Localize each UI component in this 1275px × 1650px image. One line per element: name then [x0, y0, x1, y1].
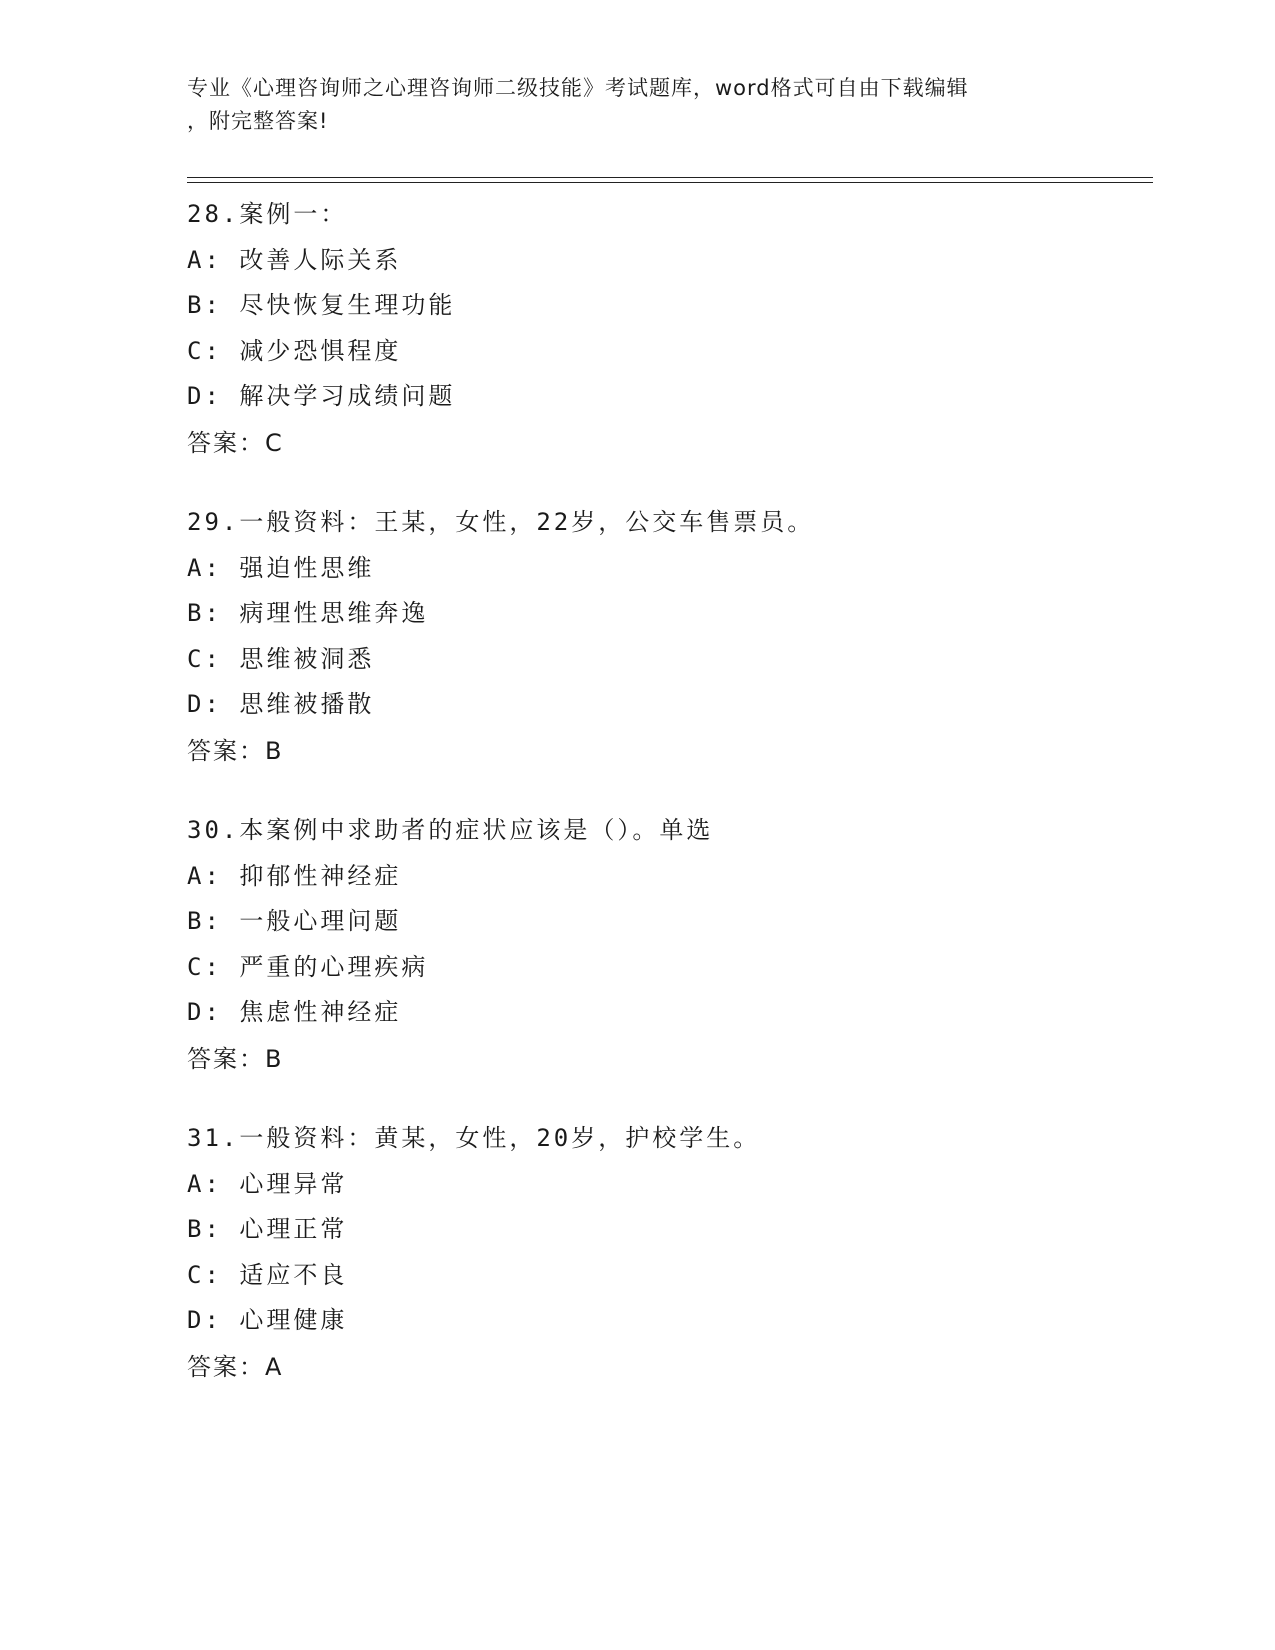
option-c: C: 思维被洞悉: [187, 644, 375, 673]
header-line-2: ，附完整答案!: [187, 109, 329, 133]
question-stem: 30.本案例中求助者的症状应该是（）。单选: [187, 815, 714, 844]
option-b: B: 一般心理问题: [187, 907, 402, 936]
option-c: C: 适应不良: [187, 1260, 348, 1289]
option-a: A: 改善人际关系: [187, 245, 402, 274]
header-divider-bottom: [187, 182, 1153, 183]
option-d: D: 思维被播散: [187, 690, 375, 719]
answer: 答案：B: [187, 1044, 284, 1073]
question-list: [187, 192, 1147, 1424]
option-d: D: 焦虑性神经症: [187, 998, 402, 1027]
question-stem: 28.案例一：: [187, 200, 348, 228]
question-stem: 31.一般资料：黄某，女性，20岁，护校学生。: [187, 1123, 761, 1152]
option-a: A: 抑郁性神经症: [187, 861, 402, 890]
answer: 答案：C: [187, 428, 284, 457]
question-stem: 29.一般资料：王某，女性，22岁，公交车售票员。: [187, 507, 815, 536]
option-c: C: 减少恐惧程度: [187, 336, 402, 365]
option-d: D: 解决学习成绩问题: [187, 382, 456, 411]
document-header: [187, 72, 1087, 138]
option-d: D: 心理健康: [187, 1306, 348, 1335]
option-a: A: 强迫性思维: [187, 553, 375, 582]
option-b: B: 病理性思维奔逸: [187, 599, 429, 628]
option-b: B: 尽快恢复生理功能: [187, 291, 456, 320]
question-29: [187, 500, 1147, 774]
question-30: [187, 808, 1147, 1082]
option-a: A: 心理异常: [187, 1169, 348, 1198]
question-31: [187, 1116, 1147, 1390]
header-line-1: 专业《心理咨询师之心理咨询师二级技能》考试题库，word格式可自由下载编辑: [187, 76, 969, 100]
header-divider-top: [187, 177, 1153, 178]
answer: 答案：A: [187, 1352, 284, 1381]
option-c: C: 严重的心理疾病: [187, 952, 429, 981]
question-28: [187, 192, 1147, 466]
option-b: B: 心理正常: [187, 1215, 348, 1244]
answer: 答案：B: [187, 736, 284, 765]
